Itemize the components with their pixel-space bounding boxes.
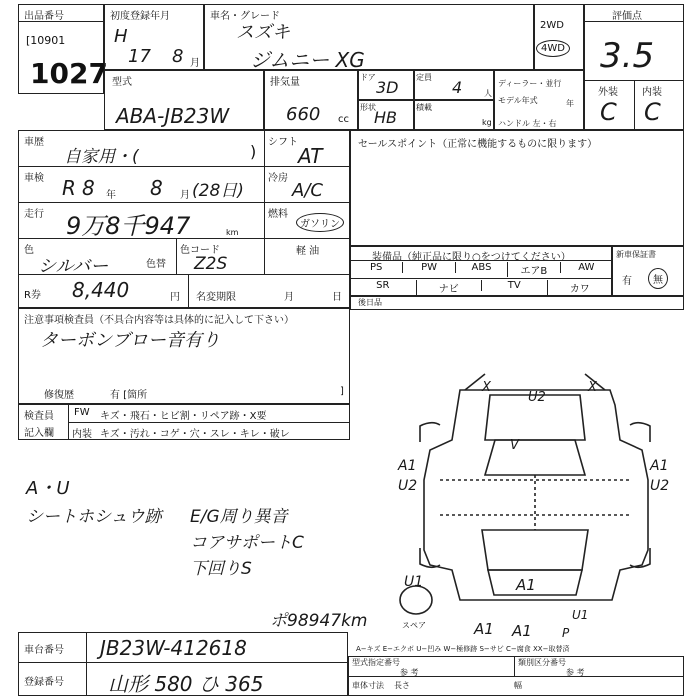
ac-value: A/C bbox=[292, 180, 323, 201]
cert-label3: 車体寸法 bbox=[352, 681, 384, 690]
chassis-value: JB23W-412618 bbox=[100, 636, 247, 660]
inspector-label1: 検査員 bbox=[24, 411, 54, 422]
recycle-label: R券 bbox=[24, 290, 41, 301]
remark-1: A・U bbox=[26, 478, 70, 499]
rating-int-label: 内装 bbox=[642, 87, 662, 98]
warranty-label: 新車保証書 bbox=[616, 250, 656, 259]
remark-3: E/G周り異音 bbox=[190, 507, 288, 527]
equipment-item: PW bbox=[402, 262, 454, 273]
doors-label: ドア bbox=[360, 73, 376, 82]
odometer-note: ポ98947km bbox=[270, 611, 368, 631]
load-label: 積載 bbox=[416, 103, 432, 112]
shift-label: シフト bbox=[268, 137, 298, 148]
displacement-label: 排気量 bbox=[270, 77, 300, 88]
body-value: HB bbox=[374, 108, 398, 127]
fuel-gas: ガソリン bbox=[296, 213, 344, 232]
damage-mark: A1 bbox=[516, 576, 536, 594]
displacement-value: 660 bbox=[286, 104, 321, 125]
cert-label1: 型式指定番号 bbox=[352, 658, 400, 667]
damage-mark: A1 bbox=[474, 620, 494, 638]
notes-label: 注意事項検査員（不具合内容等は具体的に記入して下さい） bbox=[24, 315, 294, 326]
damage-mark: U1 bbox=[572, 608, 589, 622]
equipment-item: TV bbox=[481, 280, 547, 291]
load-unit: kg bbox=[482, 118, 492, 127]
damage-mark: U2 bbox=[398, 478, 418, 494]
dealer-handle: ハンドル 左・右 bbox=[498, 119, 557, 128]
color-swap-label: 色替 bbox=[146, 259, 166, 270]
capacity-label: 定員 bbox=[416, 73, 432, 82]
displacement-unit: cc bbox=[338, 114, 349, 125]
recycle-value: 8,440 bbox=[72, 278, 130, 302]
equipment-item: エアB bbox=[507, 262, 559, 277]
inspection-label: 車検 bbox=[24, 173, 44, 184]
inspection-month-unit: 月 bbox=[180, 190, 190, 201]
rating-label: 評価点 bbox=[612, 11, 642, 22]
first-reg-year: 17 bbox=[128, 46, 151, 67]
rear-seat-box bbox=[350, 296, 684, 310]
warranty-none: 無 bbox=[648, 268, 668, 289]
color-value: シルバー bbox=[38, 256, 109, 277]
rating-ext-label: 外装 bbox=[598, 87, 618, 98]
first-reg-month-unit: 月 bbox=[190, 58, 200, 69]
plate-date-label: 名変期限 bbox=[196, 292, 236, 303]
inspector-fw-items: キズ・飛石・ヒビ割・リペア跡・X要 bbox=[100, 411, 267, 422]
equipment-item: SR bbox=[376, 280, 390, 291]
drive-4wd: 4WD bbox=[536, 40, 570, 57]
damage-mark: U1 bbox=[404, 574, 424, 590]
inspector-label2: 記入欄 bbox=[24, 428, 54, 439]
plate-date-month: 月 bbox=[284, 292, 294, 303]
ac-label: 冷房 bbox=[268, 173, 288, 184]
color-code: Z2S bbox=[194, 254, 228, 274]
chassis-label: 車台番号 bbox=[24, 645, 64, 656]
damage-mark: A1 bbox=[650, 458, 669, 474]
inspection-year: 8 bbox=[82, 176, 95, 200]
equipment-item: ナビ bbox=[416, 280, 482, 295]
damage-mark: U2 bbox=[528, 390, 546, 405]
drive-2wd: 2WD bbox=[540, 20, 564, 31]
first-reg-era: H bbox=[114, 26, 128, 47]
shift-value: AT bbox=[298, 144, 323, 168]
lot-label: 出品番号 bbox=[24, 11, 64, 22]
notes-value: ターボンブロー音有り bbox=[40, 330, 220, 351]
damage-mark: X bbox=[482, 380, 491, 395]
capacity-unit: 人 bbox=[484, 89, 492, 98]
body-label: 形状 bbox=[360, 103, 376, 112]
remark-4: コアサポートC bbox=[190, 533, 304, 553]
repair-value: 有 [箇所 bbox=[110, 390, 148, 401]
fuel-label: 燃料 bbox=[268, 209, 288, 220]
inspector-fw: FW bbox=[74, 407, 90, 418]
cert-label2: 類別区分番号 bbox=[518, 658, 566, 667]
damage-mark: V bbox=[510, 438, 519, 453]
warranty-has: 有 bbox=[622, 276, 632, 287]
car-name-label: 車名・グレード bbox=[210, 11, 280, 22]
cert-sub1: 参 考 bbox=[400, 668, 419, 677]
inspection-day: (28日) bbox=[192, 181, 244, 201]
damage-mark: A1 bbox=[512, 622, 532, 640]
capacity-value: 4 bbox=[452, 78, 463, 97]
rear-seat-label: 後日品 bbox=[358, 298, 382, 307]
damage-mark: X bbox=[588, 380, 597, 395]
remark-5: 下回りS bbox=[190, 559, 252, 579]
mileage-unit: km bbox=[226, 228, 239, 237]
reg-no-value: 山形 580 ひ 365 bbox=[108, 672, 264, 696]
equipment-label: 装備品（純正品に限り○をつけてください） bbox=[372, 252, 571, 263]
dealer-year-unit: 年 bbox=[566, 99, 574, 108]
spare-label: スペア bbox=[402, 621, 426, 630]
history-value: 自家用・( bbox=[64, 147, 139, 167]
inspection-year-unit: 年 bbox=[106, 190, 116, 201]
model-code-value: ABA-JB23W bbox=[116, 104, 230, 128]
cert-len: 長さ bbox=[394, 681, 410, 690]
mileage-label: 走行 bbox=[24, 209, 44, 220]
rating-score: 3.5 bbox=[600, 36, 655, 76]
color-code-label: 色コード bbox=[180, 245, 220, 256]
equipment-item: カワ bbox=[547, 280, 613, 295]
inspector-in: 内装 bbox=[72, 429, 92, 440]
model-code-label: 型式 bbox=[112, 77, 132, 88]
lot-code: [10901 bbox=[26, 34, 66, 47]
inspector-in-items: キズ・汚れ・コゲ・穴・スレ・キレ・破レ bbox=[100, 429, 290, 440]
first-reg-month: 8 bbox=[172, 46, 184, 67]
dealer-label: ディーラー・並行 bbox=[498, 79, 562, 88]
car-model: ジムニー XG bbox=[250, 48, 365, 72]
recycle-unit: 円 bbox=[170, 292, 180, 303]
equipment-item: PS bbox=[370, 262, 383, 273]
repair-label: 修復歴 bbox=[44, 390, 74, 401]
inspection-era: R bbox=[62, 176, 76, 200]
equipment-item: AW bbox=[560, 262, 612, 273]
cert-sub2: 参 考 bbox=[566, 668, 585, 677]
color-label: 色 bbox=[24, 245, 34, 256]
doors-value: 3D bbox=[376, 78, 399, 97]
inspection-month: 8 bbox=[150, 176, 163, 200]
equipment-item: ABS bbox=[455, 262, 507, 273]
rating-ext: C bbox=[600, 98, 617, 126]
damage-mark: U2 bbox=[650, 478, 670, 494]
sales-point-label: セールスポイント（正常に機能するものに限ります） bbox=[358, 139, 598, 150]
history-label: 車歴 bbox=[24, 137, 44, 148]
dealer-model-year: モデル年式 bbox=[498, 96, 538, 105]
mileage-value: 9万8千947 bbox=[66, 212, 191, 240]
rating-int: C bbox=[644, 98, 661, 126]
first-reg-label: 初度登録年月 bbox=[110, 11, 170, 22]
repair-close: ] bbox=[340, 386, 344, 397]
car-make: スズキ bbox=[236, 22, 290, 43]
fuel-diesel: 軽 油 bbox=[296, 246, 320, 257]
lot-number: 1027 bbox=[30, 57, 108, 90]
reg-no-label: 登録番号 bbox=[24, 677, 64, 688]
plate-date-day: 日 bbox=[332, 292, 342, 303]
remark-2: シートホシュウ跡 bbox=[26, 507, 162, 527]
damage-mark: A1 bbox=[398, 458, 417, 474]
cert-wid: 幅 bbox=[514, 681, 522, 690]
drive-box bbox=[534, 4, 584, 70]
damage-mark: P bbox=[562, 626, 570, 640]
legend: A−キズ E−エクボ U−凹み W−極修跡 S−サビ C−腐食 XX−取替済 bbox=[356, 645, 570, 653]
